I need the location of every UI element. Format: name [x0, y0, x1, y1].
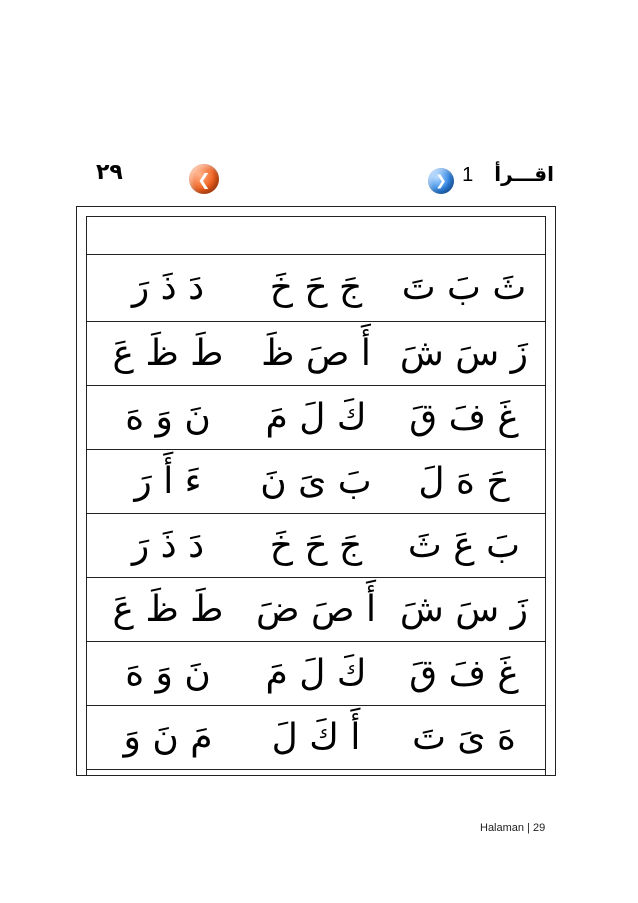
letter-group-right: هَ ىَ تَ — [412, 716, 516, 758]
page-header — [86, 158, 560, 206]
table-row — [87, 706, 545, 770]
next-page-button[interactable] — [428, 168, 454, 194]
letter-group-middle: كَ لَ مَ — [265, 652, 367, 694]
table-row — [87, 254, 545, 322]
letter-group-middle: أَ صَ ضَ — [256, 588, 376, 630]
table-row — [87, 450, 545, 514]
letter-group-right: حَ هَ لَ — [418, 460, 510, 502]
letter-group-right: زَ سَ شَ — [399, 588, 529, 630]
chevron-left-icon: ❮ — [197, 169, 211, 189]
letter-group-left: نَ وَ هَ — [125, 652, 211, 694]
letter-group-left: ءَ أَ رَ — [134, 460, 202, 502]
letter-group-right: غَ فَ قَ — [409, 396, 519, 438]
letter-group-middle: كَ لَ مَ — [265, 396, 367, 438]
letter-group-middle: أَ كَ لَ — [271, 716, 361, 758]
letter-group-middle: أَ صَ ظَ — [261, 332, 371, 374]
letter-table — [87, 254, 545, 770]
table-row — [87, 514, 545, 578]
letter-group-left: مَ نَ وَ — [123, 716, 213, 758]
page-footer: Halaman | 29 — [480, 822, 546, 834]
letter-group-left: دَ ذَ رَ — [131, 524, 205, 566]
page-number-arabic: ٢٩ — [96, 160, 123, 185]
table-row — [87, 578, 545, 642]
table-row — [87, 322, 545, 386]
letter-group-left: نَ وَ هَ — [125, 396, 211, 438]
letter-group-right: ثَ بَ تَ — [401, 267, 527, 308]
letter-group-right: زَ سَ شَ — [399, 332, 529, 374]
letter-group-left: طَ ظَ عَ — [112, 332, 224, 374]
table-row — [87, 386, 545, 450]
letter-group-middle: بَ ىَ نَ — [260, 460, 372, 502]
table-row — [87, 642, 545, 706]
letter-group-left: دَ ذَ رَ — [131, 267, 205, 308]
letter-group-middle: جَ حَ خَ — [269, 524, 363, 566]
lesson-number: 1 — [462, 164, 474, 186]
letter-group-middle: جَ حَ خَ — [269, 267, 363, 308]
title-text: اقـــرأ — [494, 162, 554, 186]
lesson-title — [462, 162, 554, 187]
letter-group-left: طَ ظَ عَ — [112, 588, 224, 630]
letter-group-right: بَ عَ ثَ — [407, 524, 521, 566]
previous-page-button[interactable] — [189, 164, 219, 194]
chevron-right-icon: ❯ — [435, 173, 447, 189]
letter-group-right: غَ فَ قَ — [409, 652, 519, 694]
